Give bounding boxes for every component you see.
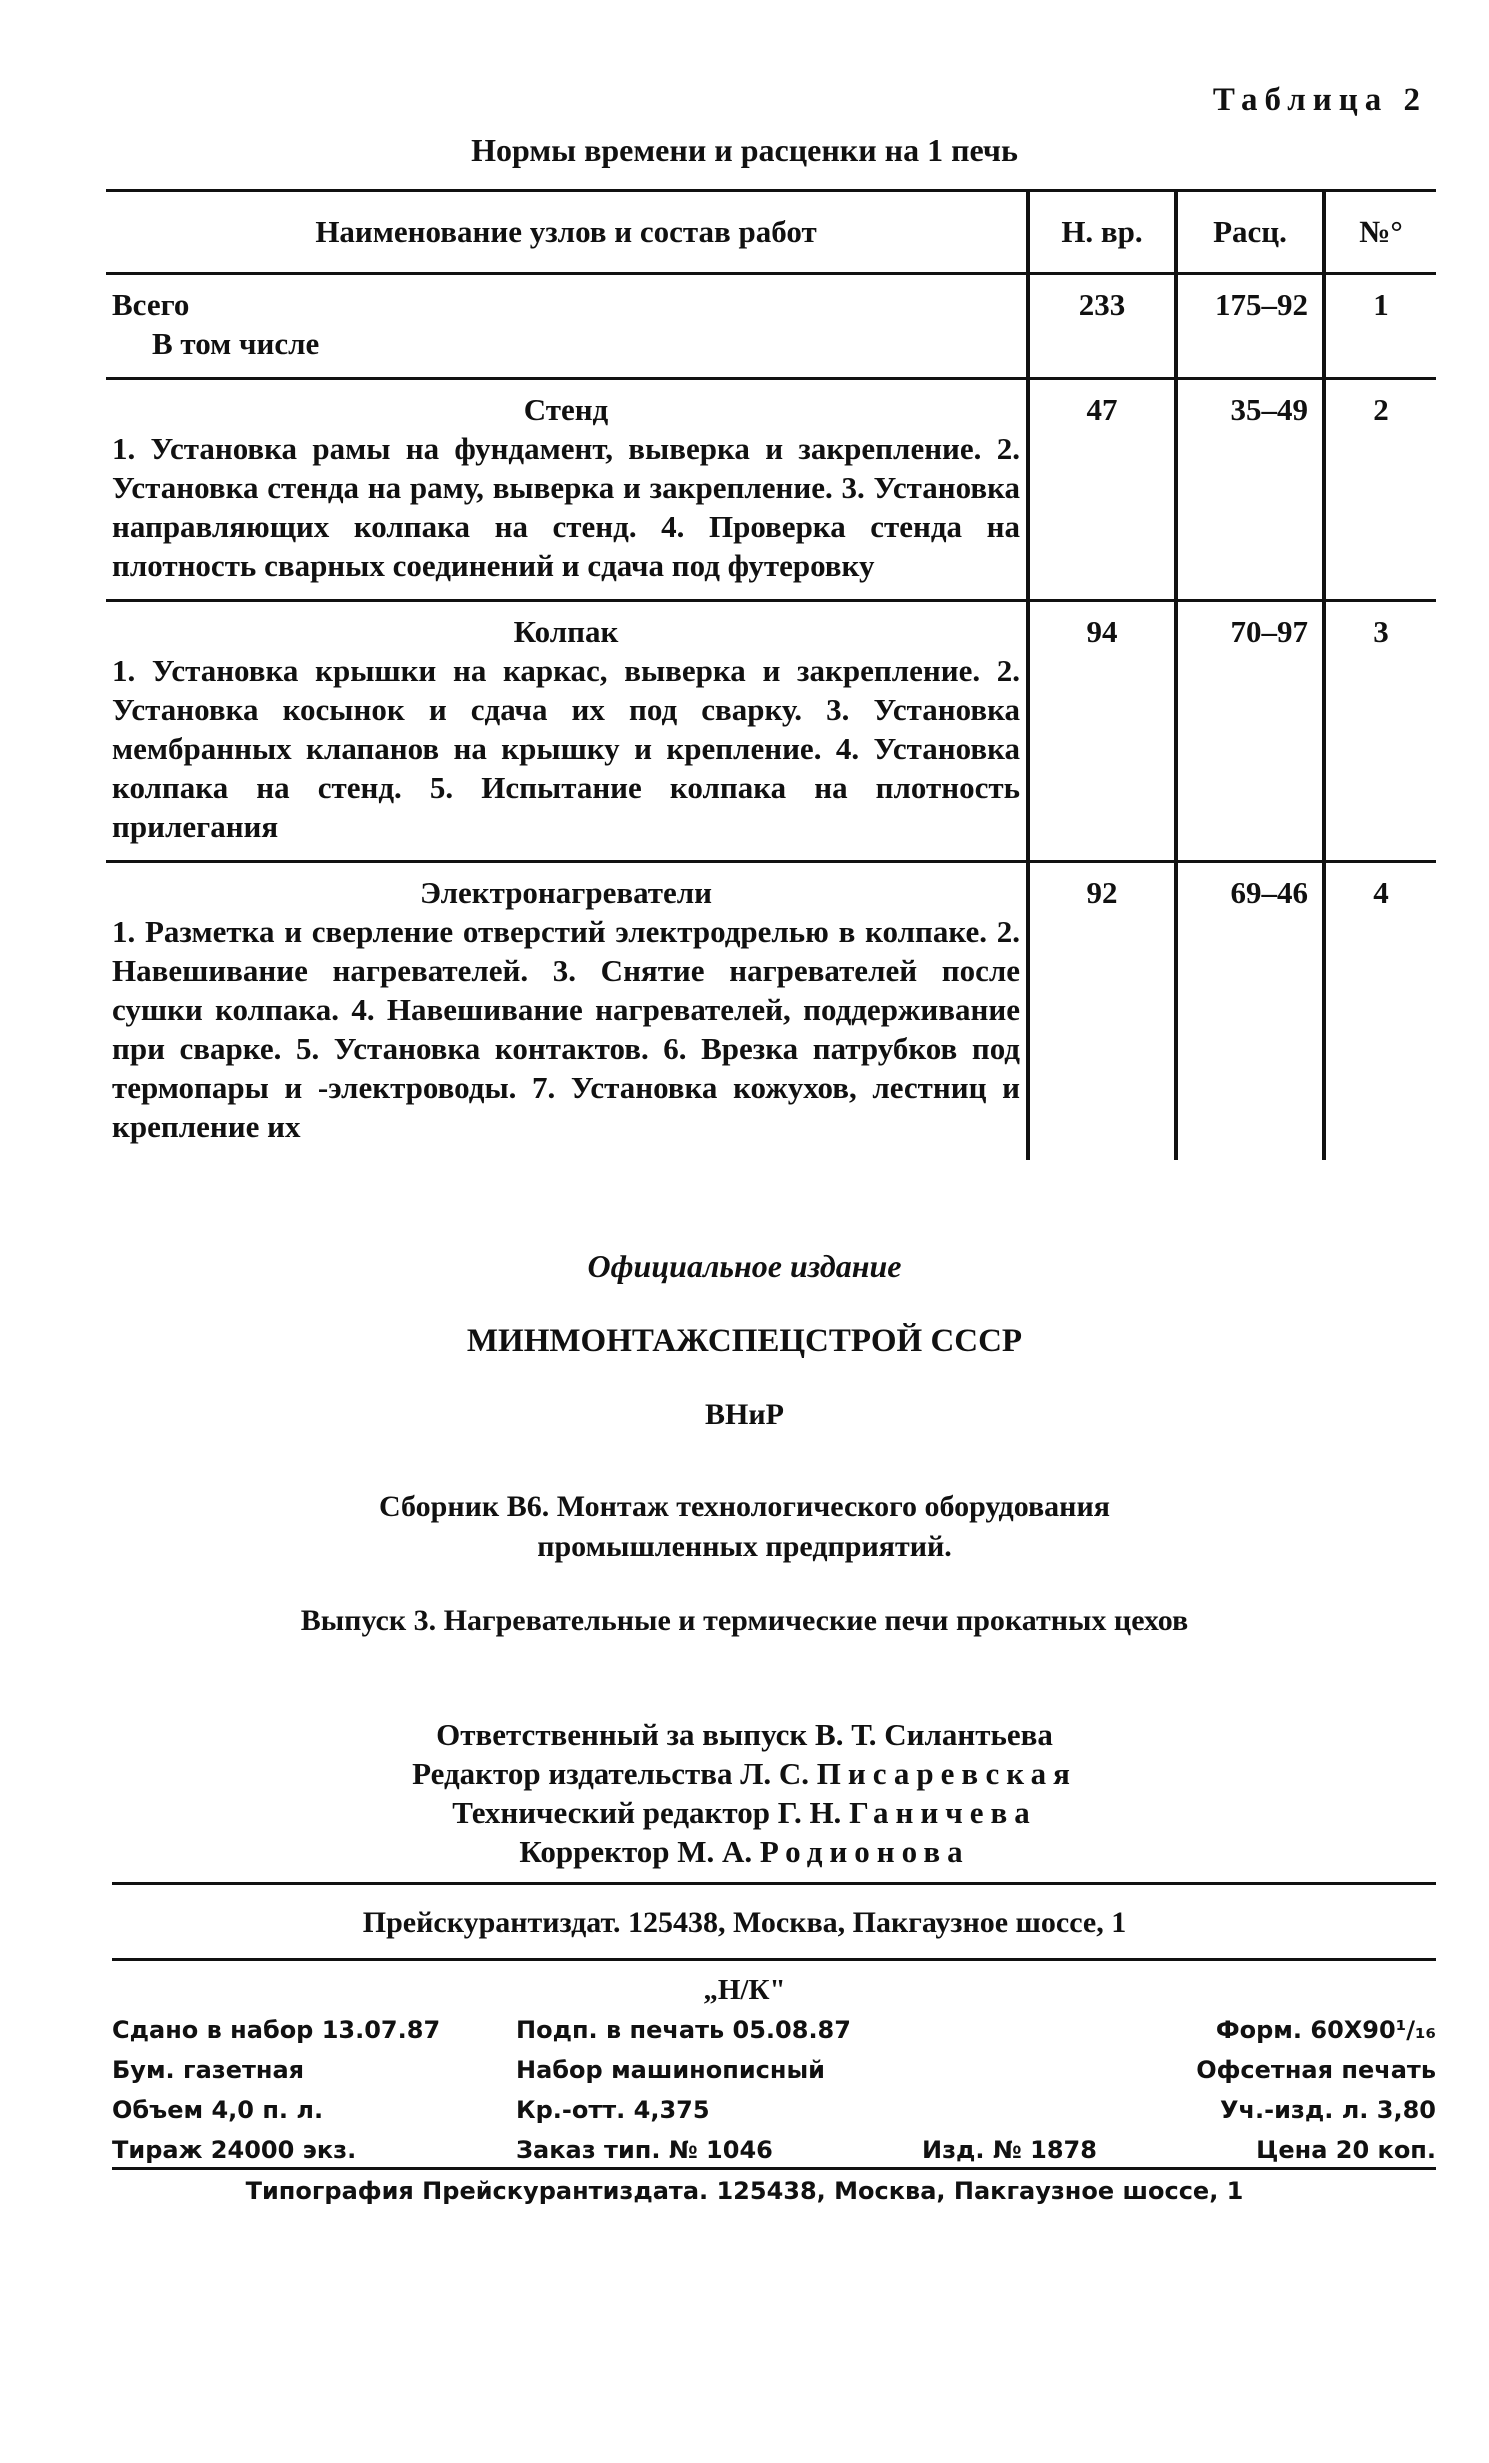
ministry-name: МИНМОНТАЖСПЕЦСТРОЙ СССР <box>466 1323 1023 1359</box>
corrector-role: Корректор М. А. <box>519 1834 753 1869</box>
header-number: №° <box>1324 191 1436 274</box>
table-title: Нормы времени и расценки на 1 печь <box>471 132 1018 168</box>
section-title: Колпак <box>513 614 619 649</box>
publisher-address: Прейскурантиздат. 125438, Москва, Пакгаузное шоссе, 1 <box>362 1906 1127 1939</box>
tech-editor-name: Ганичева <box>849 1795 1037 1830</box>
row-time: 94 <box>1028 601 1176 862</box>
norms-table <box>106 189 1436 1160</box>
section-description: 1. Установка крышки на каркас, выверка и закрепление. 2. Установка косынок и сдача их под сварку. 3. Установка мембранных клапанов на крышку и крепление. 4. Установка колпака на стенд. 5. Испытание колпака на плотность прилегания <box>112 653 1020 844</box>
imprint-line: Объем 4,0 п. л. <box>112 2096 324 2124</box>
vnir-label: ВНиР <box>705 1398 784 1431</box>
credit-corrector <box>0 1832 1489 1871</box>
row-rate: 70–97 <box>1176 601 1324 862</box>
divider <box>112 2167 1436 2170</box>
total-time: 233 <box>1028 274 1176 379</box>
divider <box>112 1958 1436 1961</box>
editor-name: Писаревская <box>816 1756 1077 1791</box>
imprint-line: Офсетная печать <box>1196 2056 1436 2084</box>
header-rate: Расц. <box>1176 191 1324 274</box>
editor-role: Редактор издательства Л. С. <box>412 1756 809 1791</box>
table-row <box>106 862 1436 1161</box>
issue-title: Выпуск 3. Нагревательные и термические печи прокатных цехов <box>300 1604 1189 1637</box>
nk-mark: „Н/К" <box>703 1974 786 2006</box>
divider <box>112 1882 1436 1885</box>
imprint-line: Уч.-изд. л. 3,80 <box>1220 2096 1436 2124</box>
total-sublabel: В том числе <box>152 326 320 361</box>
imprint-column-middle <box>516 2010 851 2170</box>
official-edition-label: Официальное издание <box>587 1248 902 1284</box>
table-row <box>106 601 1436 862</box>
row-time: 47 <box>1028 379 1176 601</box>
row-number: 3 <box>1324 601 1436 862</box>
row-rate: 69–46 <box>1176 862 1324 1161</box>
printer-address: Типография Прейскурантиздата. 125438, Москва, Пакгаузное шоссе, 1 <box>245 2177 1244 2205</box>
credit-editor <box>0 1754 1489 1793</box>
credits-block <box>0 1715 1489 1871</box>
imprint-line: Набор машинописный <box>516 2056 825 2084</box>
edition-number: Изд. № 1878 <box>922 2136 1097 2164</box>
row-works-cell <box>106 862 1028 1161</box>
imprint-line: Тираж 24000 экз. <box>112 2136 357 2164</box>
imprint-column-left <box>112 2010 440 2170</box>
section-title: Стенд <box>523 392 609 427</box>
imprint-column-right <box>1196 2010 1436 2170</box>
imprint-line: Подп. в печать 05.08.87 <box>516 2016 851 2044</box>
total-cell <box>106 274 1028 379</box>
header-works: Наименование узлов и состав работ <box>106 191 1028 274</box>
imprint-line: Заказ тип. № 1046 <box>516 2136 773 2164</box>
imprint-line: Кр.-отт. 4,375 <box>516 2096 710 2124</box>
table-header-row <box>106 191 1436 274</box>
total-label: Всего <box>112 287 190 322</box>
corrector-name: Родионова <box>759 1834 970 1869</box>
row-number: 4 <box>1324 862 1436 1161</box>
row-number: 2 <box>1324 379 1436 601</box>
collection-title-line1: Сборник В6. Монтаж технологического оборудования <box>379 1490 1110 1523</box>
section-title: Электронагреватели <box>419 875 713 910</box>
credit-responsible: Ответственный за выпуск В. Т. Силантьева <box>436 1717 1053 1752</box>
section-description: 1. Разметка и сверление отверстий электродрелью в колпаке. 2. Навешивание нагревателей. 3. Снятие нагревателей после сушки колпака. 4. Навешивание нагревателей, поддерживание при сварке. 5. Установка контактов. 6. Врезка патрубков под термопары и -электроводы. 7. Установка кожухов, лестниц и крепление их <box>112 914 1020 1144</box>
table-number-label: Таблица 2 <box>1212 82 1427 118</box>
total-rate: 175–92 <box>1176 274 1324 379</box>
imprint-line: Сдано в набор 13.07.87 <box>112 2016 441 2044</box>
row-works-cell <box>106 601 1028 862</box>
header-time-norm: Н. вр. <box>1028 191 1176 274</box>
table-row <box>106 379 1436 601</box>
row-works-cell <box>106 379 1028 601</box>
row-rate: 35–49 <box>1176 379 1324 601</box>
section-description: 1. Установка рамы на фундамент, выверка и закрепление. 2. Установка стенда на раму, выверка и закрепление. 3. Установка направляющих колпака на стенд. 4. Проверка стенда на плотность сварных соединений и сдача под футеровку <box>112 431 1020 583</box>
table-row-total <box>106 274 1436 379</box>
imprint-line: Форм. 60Х90¹/₁₆ <box>1215 2016 1436 2044</box>
row-time: 92 <box>1028 862 1176 1161</box>
imprint-line: Цена 20 коп. <box>1256 2136 1436 2164</box>
tech-editor-role: Технический редактор Г. Н. <box>452 1795 842 1830</box>
imprint-line: Бум. газетная <box>112 2056 305 2084</box>
collection-title-line2: промышленных предприятий. <box>537 1530 952 1563</box>
total-number: 1 <box>1324 274 1436 379</box>
credit-tech-editor <box>0 1793 1489 1832</box>
